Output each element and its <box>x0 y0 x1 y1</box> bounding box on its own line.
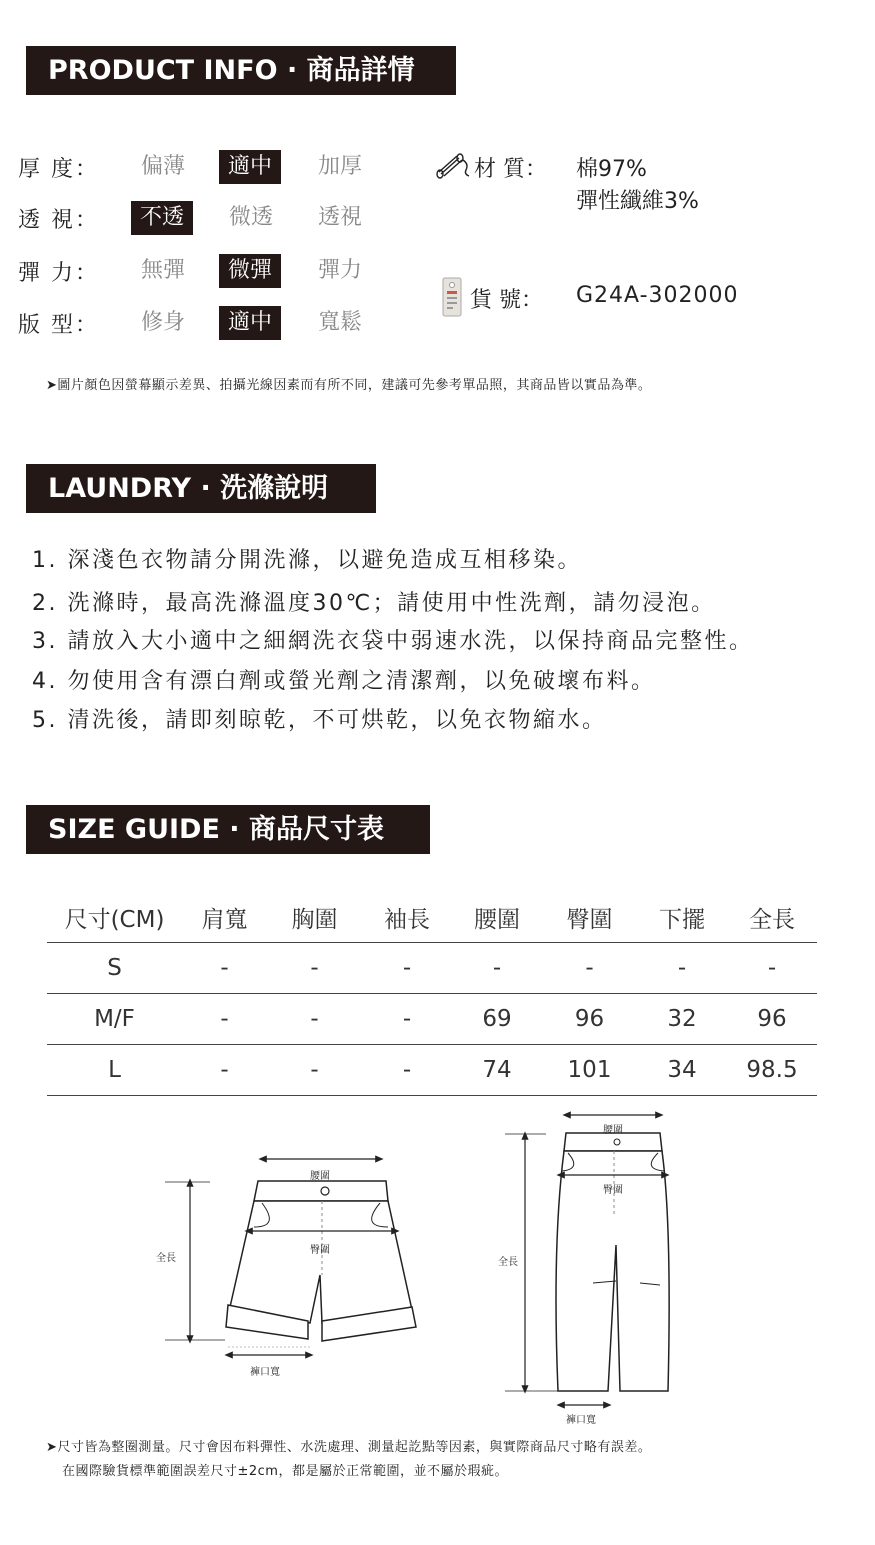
column-header-chest: 胸圍 <box>267 892 362 943</box>
material-line-1: 棉97% <box>576 157 647 182</box>
item-no-label: 貨 號： <box>470 288 543 313</box>
material-line-2: 彈性纖維3% <box>576 189 699 214</box>
table-row <box>47 994 817 1045</box>
item-no-value: G24A-302000 <box>576 283 739 308</box>
table-cell: 101 <box>542 1045 637 1096</box>
table-cell: 96 <box>727 994 817 1045</box>
waist-label: 腰圍 <box>310 1171 330 1182</box>
attribute-label: 透 視： <box>18 207 99 233</box>
column-header-sleeve: 袖長 <box>362 892 452 943</box>
hip-label: 臀圍 <box>310 1245 330 1256</box>
attribute-row-transparency <box>18 201 398 235</box>
table-cell: - <box>362 994 452 1045</box>
table-cell: 34 <box>637 1045 727 1096</box>
table-cell: - <box>452 943 542 994</box>
column-header-length: 全長 <box>727 892 817 943</box>
size-cell: M/F <box>47 994 182 1045</box>
option-thin: 偏薄 <box>141 154 186 179</box>
table-cell: - <box>362 943 452 994</box>
table-cell: 69 <box>452 994 542 1045</box>
hem-label: 褲口寬 <box>566 1415 596 1426</box>
laundry-header: LAUNDRY · 洗滌說明 <box>26 464 376 513</box>
table-cell: - <box>182 994 267 1045</box>
waist-label: 腰圍 <box>603 1125 623 1136</box>
column-header-hip: 臀圍 <box>542 892 637 943</box>
length-label: 全長 <box>156 1253 176 1264</box>
size-table <box>47 892 817 1096</box>
size-table-header-row <box>47 892 817 943</box>
table-cell: - <box>637 943 727 994</box>
color-disclaimer: ➤圖片顏色因螢幕顯示差異、拍攝光線因素而有所不同，建議可先參考單品照，其商品皆以實品為準。 <box>46 378 652 393</box>
option-opaque-selected: 不透 <box>131 201 193 235</box>
tag-icon <box>440 276 464 318</box>
size-note-line-1: ➤尺寸皆為整圈測量。尺寸會因布料彈性、水洗處理、測量起訖點等因素，與實際商品尺寸略有誤差。 <box>46 1440 652 1455</box>
table-cell: - <box>542 943 637 994</box>
attribute-label: 版 型： <box>18 312 99 338</box>
size-guide-header: SIZE GUIDE · 商品尺寸表 <box>26 805 430 854</box>
thread-spool-icon <box>436 152 472 180</box>
table-row <box>47 1045 817 1096</box>
table-cell: 96 <box>542 994 637 1045</box>
hem-label: 褲口寬 <box>250 1367 280 1378</box>
option-regular-selected: 適中 <box>219 306 281 340</box>
laundry-item: 1. 深淺色衣物請分開洗滌，以避免造成互相移染。 <box>32 548 582 573</box>
shorts-diagram <box>150 1145 440 1385</box>
attribute-row-stretch <box>18 254 398 288</box>
size-cell: S <box>47 943 182 994</box>
table-cell: - <box>727 943 817 994</box>
option-sheer: 透視 <box>318 205 363 230</box>
option-loose: 寬鬆 <box>318 310 363 335</box>
table-cell: - <box>267 1045 362 1096</box>
column-header-size: 尺寸(CM) <box>47 892 182 943</box>
option-no-stretch: 無彈 <box>141 258 186 283</box>
table-cell: - <box>182 1045 267 1096</box>
laundry-item: 4. 勿使用含有漂白劑或螢光劑之清潔劑，以免破壞布料。 <box>32 669 656 694</box>
pants-diagram <box>490 1105 690 1425</box>
option-slim: 修身 <box>141 310 186 335</box>
column-header-hem: 下擺 <box>637 892 727 943</box>
laundry-item: 2. 洗滌時，最高洗滌溫度30℃；請使用中性洗劑，請勿浸泡。 <box>32 591 716 616</box>
table-cell: 74 <box>452 1045 542 1096</box>
option-stretch: 彈力 <box>318 258 363 283</box>
attribute-label: 彈 力： <box>18 260 99 286</box>
option-thick: 加厚 <box>318 154 363 179</box>
laundry-item: 3. 請放入大小適中之細網洗衣袋中弱速水洗，以保持商品完整性。 <box>32 629 754 654</box>
table-cell: - <box>267 994 362 1045</box>
column-header-shoulder: 肩寬 <box>182 892 267 943</box>
length-label: 全長 <box>498 1257 518 1268</box>
product-info-header: PRODUCT INFO · 商品詳情 <box>26 46 456 95</box>
table-row <box>47 943 817 994</box>
attribute-row-fit <box>18 306 398 340</box>
laundry-item: 5. 清洗後，請即刻晾乾，不可烘乾，以免衣物縮水。 <box>32 708 607 733</box>
attribute-label: 厚 度： <box>18 156 99 182</box>
size-cell: L <box>47 1045 182 1096</box>
option-slightly-sheer: 微透 <box>229 205 274 230</box>
table-cell: - <box>182 943 267 994</box>
attribute-row-thickness <box>18 150 398 184</box>
size-note-line-2: 在國際驗貨標準範圍誤差尺寸±2cm，都是屬於正常範圍，並不屬於瑕疵。 <box>62 1464 508 1479</box>
table-cell: - <box>267 943 362 994</box>
option-medium-selected: 適中 <box>219 150 281 184</box>
table-cell: 32 <box>637 994 727 1045</box>
table-cell: 98.5 <box>727 1045 817 1096</box>
hip-label: 臀圍 <box>603 1185 623 1196</box>
column-header-waist: 腰圍 <box>452 892 542 943</box>
table-cell: - <box>362 1045 452 1096</box>
option-slight-stretch-selected: 微彈 <box>219 254 281 288</box>
material-label: 材 質： <box>474 157 547 182</box>
